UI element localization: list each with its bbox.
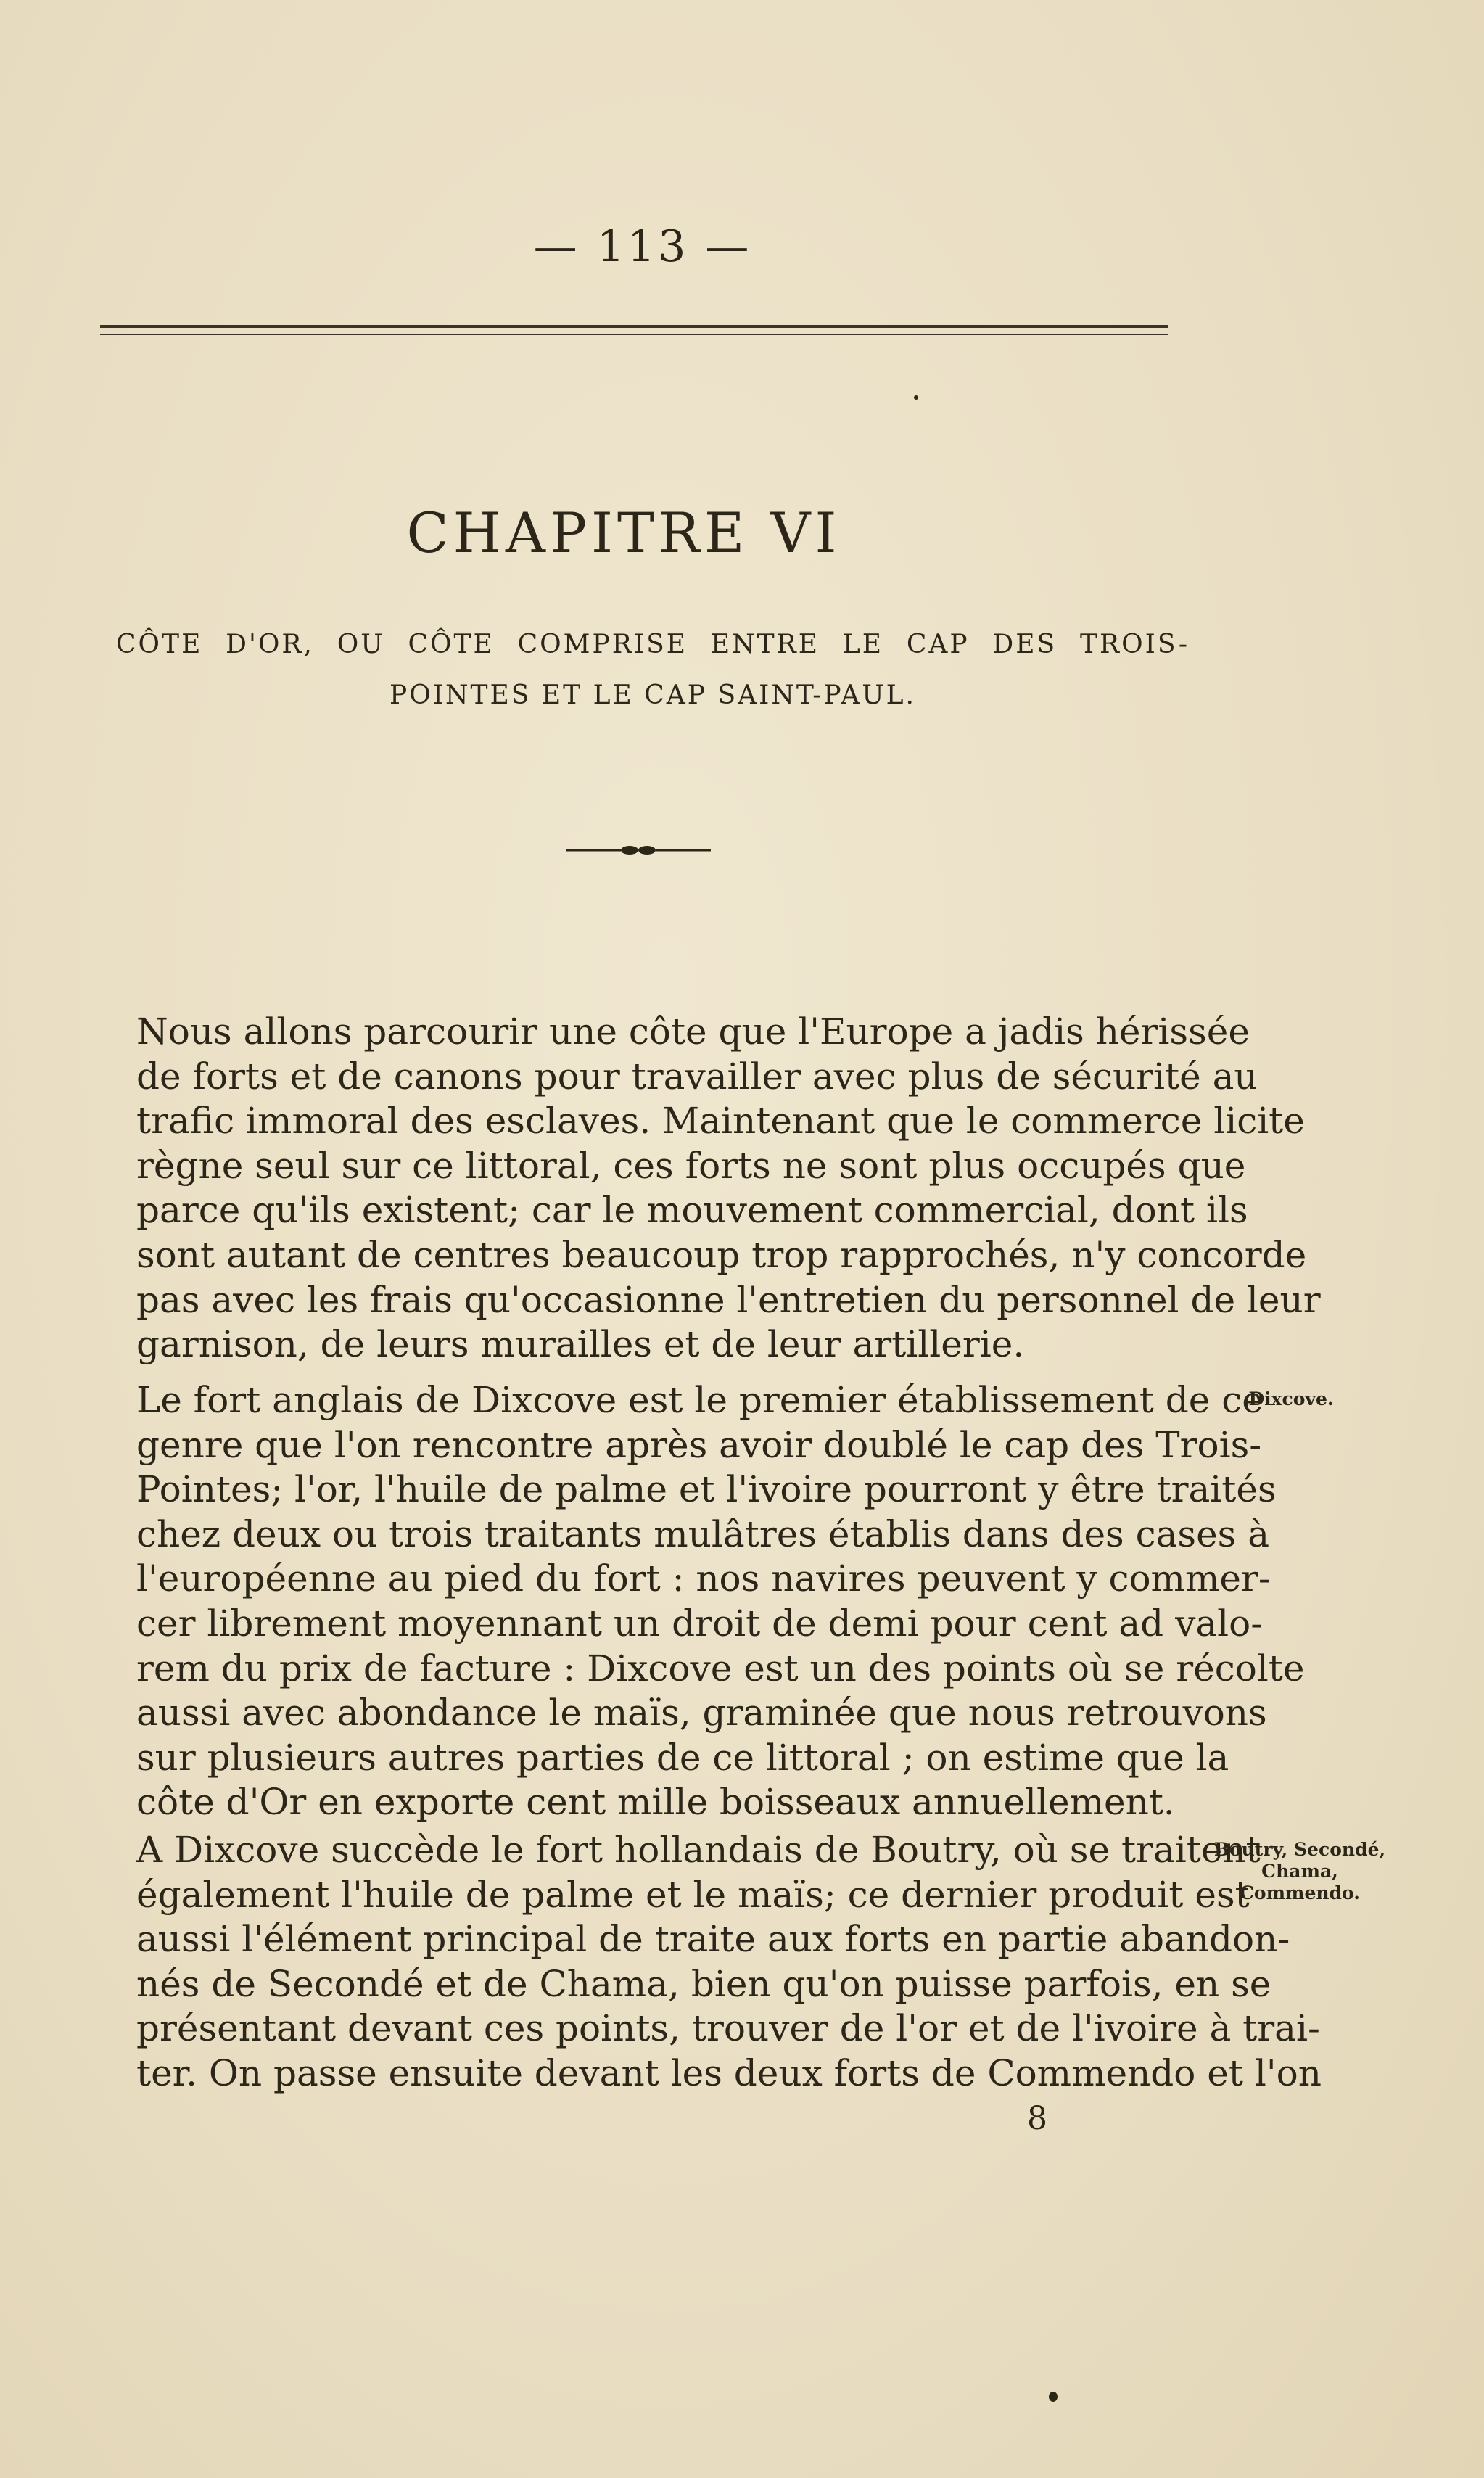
ink-speck xyxy=(914,395,918,400)
text-line: pas avec les frais qu'occasionne l'entretien du personnel de leur xyxy=(136,1278,1321,1321)
chapter-subtitle-line-2: POINTES ET LE CAP SAINT-PAUL. xyxy=(389,680,916,710)
text-line: sur plusieurs autres parties de ce littoral ; on estime que la xyxy=(136,1736,1229,1779)
text-line: présentant devant ces points, trouver de l'or et de l'ivoire à trai- xyxy=(136,2007,1320,2050)
text-line: sont autant de centres beaucoup trop rapprochés, n'y concorde xyxy=(136,1233,1307,1276)
text-line: règne seul sur ce littoral, ces forts ne sont plus occupés que xyxy=(136,1144,1246,1187)
text-line: garnison, de leurs murailles et de leur artillerie. xyxy=(136,1323,1025,1366)
signature-mark: 8 xyxy=(1027,2100,1047,2137)
margin-note-line: Commendo. xyxy=(1240,1882,1360,1903)
text-line: Pointes; l'or, l'huile de palme et l'ivoire pourront y être traités xyxy=(136,1468,1277,1511)
text-line: côte d'Or en exporte cent mille boisseaux annuellement. xyxy=(136,1781,1175,1824)
text-line: aussi avec abondance le maïs, graminée que nous retrouvons xyxy=(136,1692,1267,1734)
text-line: rem du prix de facture : Dixcove est un des points où se récolte xyxy=(136,1647,1305,1689)
chapter-subtitle-line-1: CÔTE D'OR, OU CÔTE COMPRISE ENTRE LE CAP DES TROIS- xyxy=(116,630,1190,659)
text-line: parce qu'ils existent; car le mouvement commercial, dont ils xyxy=(136,1189,1248,1232)
header-rule-thin xyxy=(100,334,1168,335)
text-line: chez deux ou trois traitants mulâtres établis dans des cases à xyxy=(136,1512,1270,1555)
text-line: trafic immoral des esclaves. Maintenant que le commerce licite xyxy=(136,1100,1305,1143)
text-line: genre que l'on rencontre après avoir doublé le cap des Trois- xyxy=(136,1423,1262,1466)
text-line: Nous allons parcourir une côte que l'Europe a jadis hérissée xyxy=(136,1010,1250,1053)
margin-note-line: Boutry, Secondé, xyxy=(1213,1839,1386,1860)
text-line: l'européenne au pied du fort : nos navires peuvent y commer- xyxy=(136,1557,1271,1600)
header-rule-thick xyxy=(100,325,1168,328)
text-line: de forts et de canons pour travailler avec plus de sécurité au xyxy=(136,1055,1258,1098)
margin-note-dixcove: Dixcove. xyxy=(1248,1388,1334,1409)
margin-note-line: Chama, xyxy=(1261,1861,1338,1882)
text-line: Le fort anglais de Dixcove est le premier établissement de ce xyxy=(136,1379,1264,1421)
paragraph-1 xyxy=(136,1010,1321,1367)
paragraph-2 xyxy=(136,1378,1305,1825)
text-line: aussi l'élément principal de traite aux forts en partie abandon- xyxy=(136,1918,1290,1961)
text-line: cer librement moyennant un droit de demi pour cent ad valo- xyxy=(136,1602,1264,1645)
text-line: nés de Secondé et de Chama, bien qu'on puisse parfois, en se xyxy=(136,1962,1271,2005)
margin-note-boutry xyxy=(1213,1839,1387,1904)
text-line: ter. On passe ensuite devant les deux forts de Commendo et l'on xyxy=(136,2051,1322,2094)
text-line: A Dixcove succède le fort hollandais de Boutry, où se traitent xyxy=(136,1829,1261,1871)
text-line: également l'huile de palme et le maïs; ce dernier produit est xyxy=(136,1873,1250,1916)
page-number: — 113 — xyxy=(533,221,752,272)
ornament-divider-icon xyxy=(566,841,711,859)
chapter-title: CHAPITRE VI xyxy=(406,501,841,565)
ink-speck xyxy=(1049,2392,1058,2402)
